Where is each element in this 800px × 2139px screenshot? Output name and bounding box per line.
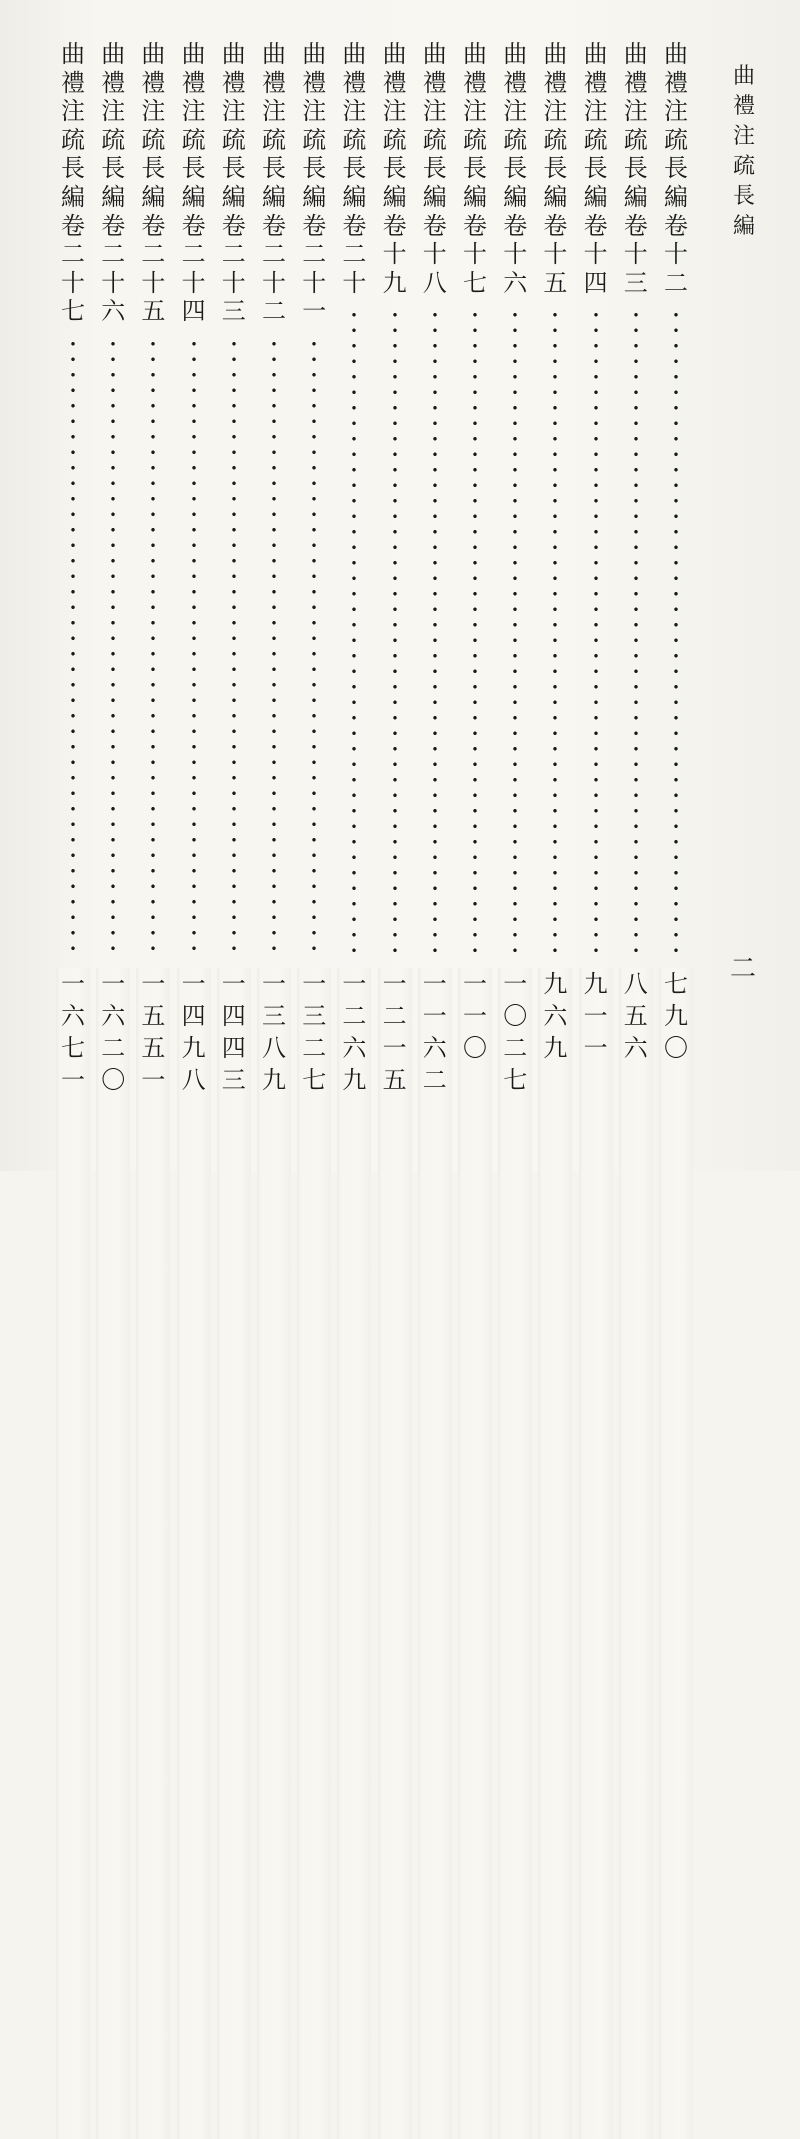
toc-entry-title: 曲 禮 注 疏 長 編 卷 二 十 五 (141, 40, 166, 326)
toc-entry-title: 曲 禮 注 疏 長 編 卷 十 九 (382, 40, 407, 297)
toc-entry-page: 一 一 〇 (458, 968, 492, 2139)
toc-entry (538, 40, 572, 1090)
toc-entry-page: 八 五 六 (619, 968, 653, 2139)
toc-entry-title: 曲 禮 注 疏 長 編 卷 二 十 (342, 40, 367, 297)
dot-leader (674, 307, 678, 958)
dot-leader (111, 336, 115, 958)
toc-entry (136, 40, 170, 1094)
toc-entry-page: 七 九 〇 (659, 968, 693, 2139)
dot-leader (433, 307, 437, 958)
toc-entry-page: 一 〇 二 七 (498, 968, 532, 2139)
toc-entry-page: 一 六 二 〇 (96, 968, 130, 2139)
dot-leader (192, 336, 196, 958)
toc-entry-title: 曲 禮 注 疏 長 編 卷 十 三 (623, 40, 648, 297)
dot-leader (312, 336, 316, 958)
page-number: 二 (729, 954, 756, 984)
toc-entry-title: 曲 禮 注 疏 長 編 卷 十 四 (583, 40, 608, 297)
toc-entry-title: 曲 禮 注 疏 長 編 卷 二 十 一 (302, 40, 327, 326)
toc-entry-page: 一 四 九 八 (177, 968, 211, 2139)
toc-entry-page: 一 三 八 九 (257, 968, 291, 2139)
dot-leader (513, 307, 517, 958)
dot-leader (393, 307, 397, 958)
toc-entry-title: 曲 禮 注 疏 長 編 卷 十 五 (543, 40, 568, 297)
toc-entry-title: 曲 禮 注 疏 長 編 卷 十 六 (503, 40, 528, 297)
dot-leader (151, 336, 155, 958)
toc-entry-page: 一 六 七 一 (56, 968, 90, 2139)
toc-entry (458, 40, 492, 1090)
toc-entry-page: 一 五 五 一 (136, 968, 170, 2139)
toc-entry-page: 一 一 六 二 (418, 968, 452, 2139)
dot-leader (71, 336, 75, 958)
toc-entry-title: 曲 禮 注 疏 長 編 卷 十 七 (463, 40, 487, 297)
toc-entry-title: 曲 禮 注 疏 長 編 卷 二 十 六 (101, 40, 126, 326)
toc-entry-page: 九 六 九 (538, 968, 572, 2139)
toc-entry (619, 40, 653, 1090)
toc-entry (96, 40, 130, 1094)
dot-leader (553, 307, 557, 958)
toc-entry-page: 一 四 四 三 (217, 968, 251, 2139)
toc-entry-page: 一 三 二 七 (297, 968, 331, 2139)
toc-entry-title: 曲 禮 注 疏 長 編 卷 十 二 (664, 40, 688, 297)
dot-leader (594, 307, 598, 958)
toc-entry (56, 40, 90, 1094)
toc-entry (297, 40, 331, 1094)
dot-leader (352, 307, 356, 958)
toc-entry-title: 曲 禮 注 疏 長 編 卷 二 十 三 (221, 40, 246, 326)
toc-entry (579, 40, 613, 1090)
toc-entry-title: 曲 禮 注 疏 長 編 卷 十 八 (422, 40, 447, 297)
toc-entry-title: 曲 禮 注 疏 長 編 卷 二 十 七 (61, 40, 85, 326)
toc-entry (378, 40, 412, 1094)
toc-entry-title: 曲 禮 注 疏 長 編 卷 二 十 二 (262, 40, 286, 326)
toc-entry (217, 40, 251, 1094)
toc-entry (659, 40, 693, 1090)
toc-entry-page: 一 二 一 五 (378, 968, 412, 2139)
toc-entry-page: 九 一 一 (579, 968, 613, 2139)
dot-leader (272, 336, 276, 958)
running-title: 曲 禮 注 疏 長 編 (732, 64, 755, 239)
toc-entry-title: 曲 禮 注 疏 長 編 卷 二 十 四 (181, 40, 206, 326)
toc-entry (418, 40, 452, 1094)
toc-entry (257, 40, 291, 1094)
toc-entry-page: 一 二 六 九 (337, 968, 371, 2139)
toc-entry (177, 40, 211, 1094)
dot-leader (232, 336, 236, 958)
toc-entry (337, 40, 371, 1094)
table-of-contents (56, 40, 696, 1100)
dot-leader (473, 307, 477, 958)
toc-entry (498, 40, 532, 1094)
dot-leader (634, 307, 638, 958)
